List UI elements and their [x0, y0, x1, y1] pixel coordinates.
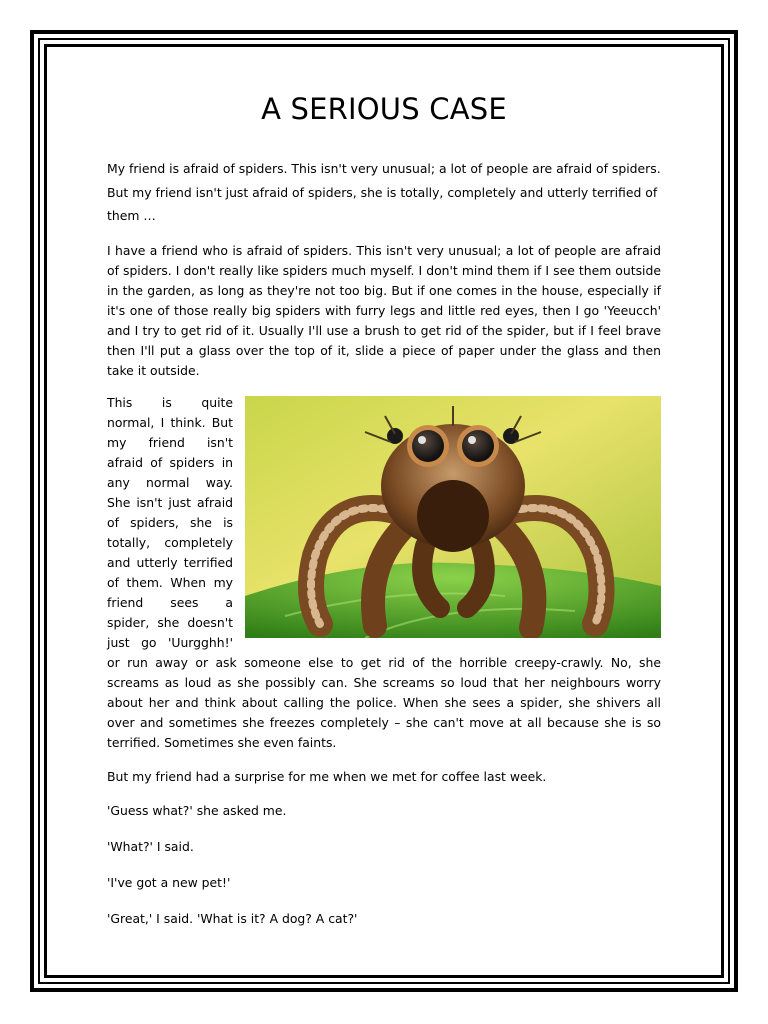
dialogue-line-1: 'Guess what?' she asked me.: [107, 802, 287, 818]
dialogue-line-4: 'Great,' I said. 'What is it? A dog? A cat?': [107, 910, 358, 926]
paragraph-3: But my friend had a surprise for me when we met for coffee last week.: [107, 768, 547, 784]
paragraph-2-text: This is quite normal, I think. But my friend isn't afraid of spiders in any normal way. She isn't just afraid of spiders, she is totally, completely and utterly terrified of them. When my friend sees a spider, she doesn't just go 'Uurgghh!' or run away or ask someone else to get rid of the horrible creepy-crawly. No, she screams as loud as she possibly can. She screams so loud that her neighbours worry about her and think about calling the police. When she sees a spider, she shivers all over and sometimes she freezes completely – she can't move at all because she is so terrified. Sometimes she even faints.: [107, 394, 661, 750]
paragraph-2: [107, 393, 661, 753]
page-title: A SERIOUS CASE: [261, 92, 507, 126]
dialogue-line-3: 'I've got a new pet!': [107, 874, 231, 890]
paragraph-1: I have a friend who is afraid of spiders. This isn't very unusual; a lot of people are afraid of spiders. I don't really like spiders much myself. I don't mind them if I see them outside in the garden, as long as they're not too big. But if one comes in the house, especially if it's one of those really big spiders with furry legs and little red eyes, then I go 'Yeeucch' and I try to get rid of it. Usually I'll use a brush to get rid of the spider, but if I feel brave then I'll put a glass over the top of it, slide a piece of paper under the glass and then take it outside.: [107, 242, 661, 378]
worksheet-content: [107, 92, 661, 945]
spider-photo: [245, 396, 661, 638]
dialogue-line-2: 'What?' I said.: [107, 838, 194, 854]
intro-paragraph: My friend is afraid of spiders. This isn't very unusual; a lot of people are afraid of spiders. But my friend isn't just afraid of spiders, she is totally, completely and utterly terrified of them …: [107, 161, 661, 223]
